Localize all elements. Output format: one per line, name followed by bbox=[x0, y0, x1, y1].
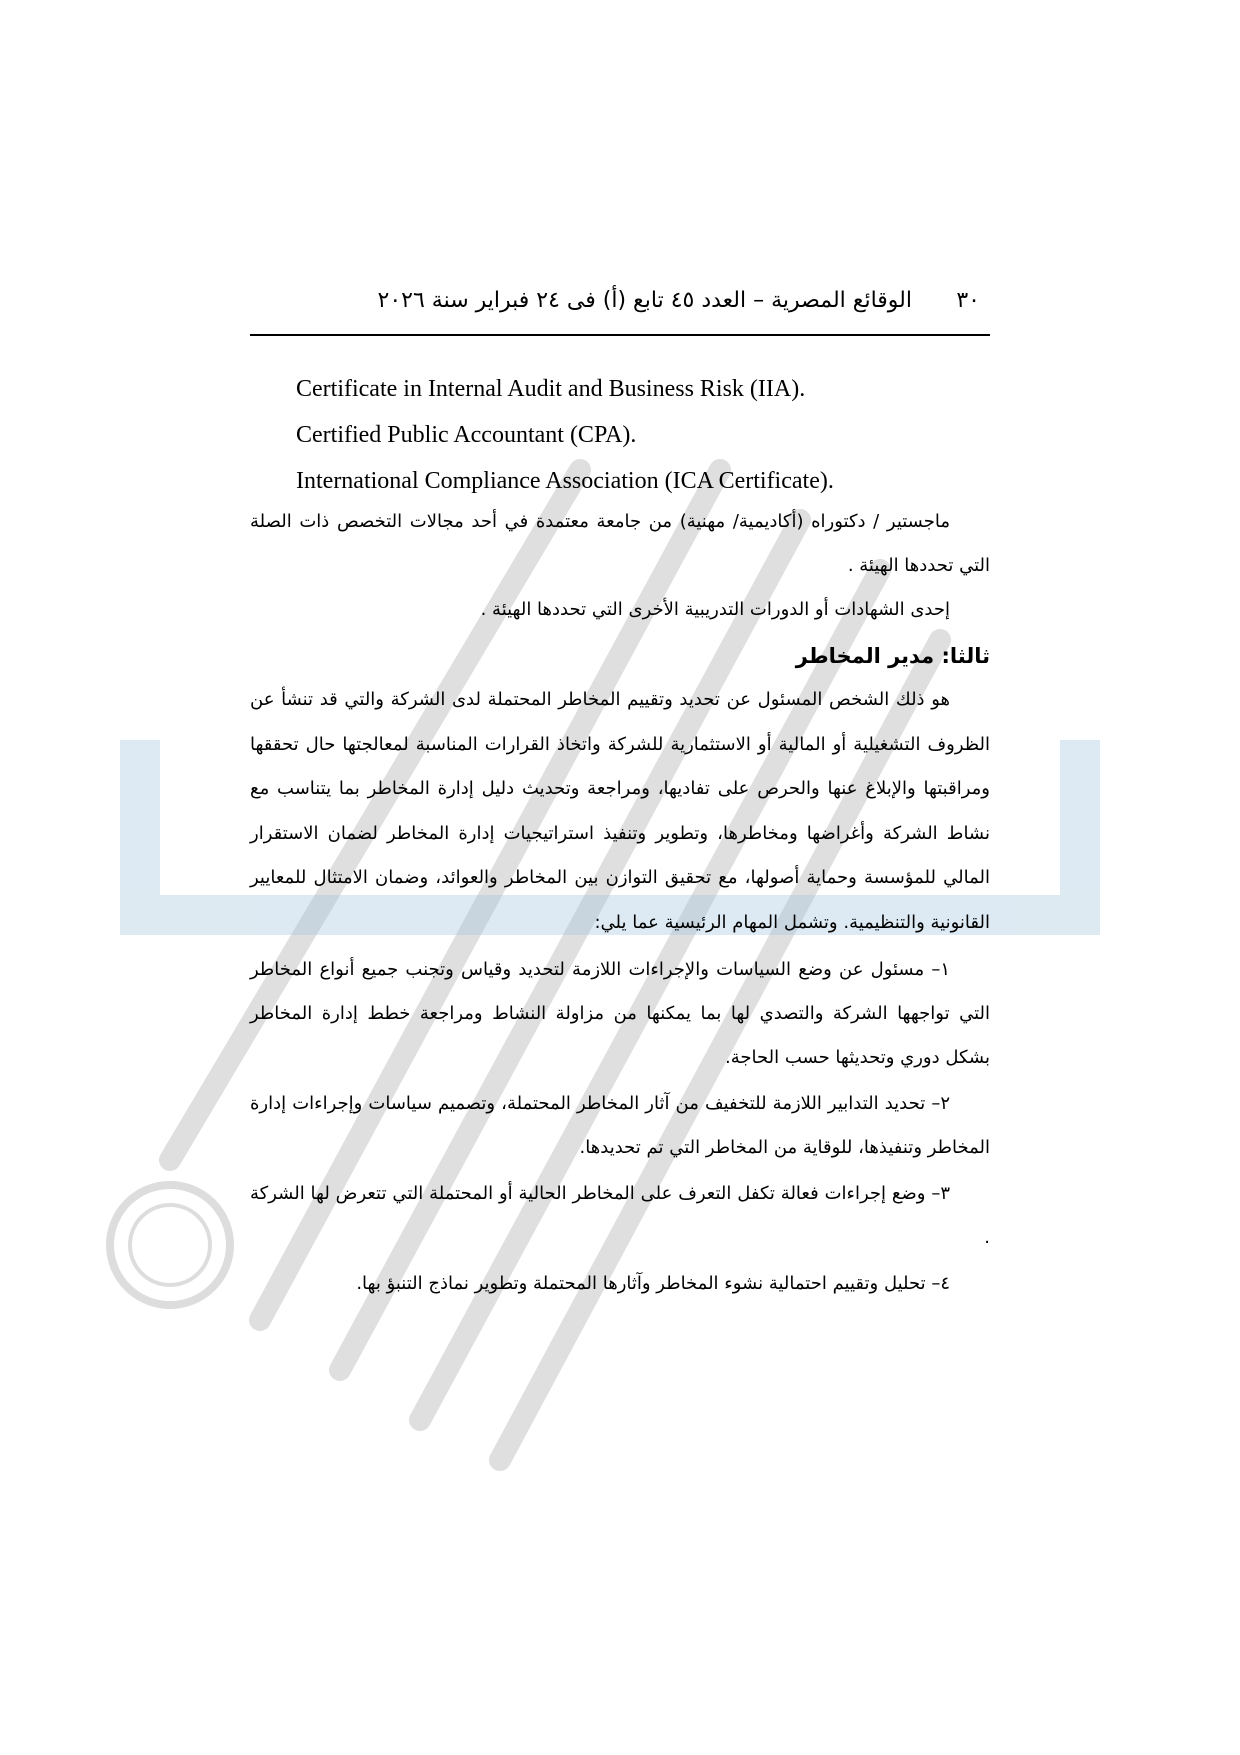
task-item: ٤– تحليل وتقييم احتمالية نشوء المخاطر وآثارها المحتملة وتطوير نماذج التنبؤ بها. bbox=[356, 1272, 950, 1294]
certificate-item: International Compliance Association (ICA Certificate). bbox=[296, 468, 834, 494]
certificate-item: Certificate in Internal Audit and Business Risk (IIA). bbox=[296, 376, 806, 402]
running-title: الوقائع المصرية – العدد ٤٥ تابع (أ) فى ٢٤ فبراير سنة ٢٠٢٦ bbox=[377, 288, 912, 313]
certificate-item: Certified Public Accountant (CPA). bbox=[296, 422, 637, 448]
page-number: ٣٠ bbox=[956, 288, 980, 313]
page-header bbox=[250, 282, 990, 322]
task-item: ١– مسئول عن وضع السياسات والإجراءات اللازمة لتحديد وقياس وتجنب جميع أنواع المخاطر التي تواجهها الشركة والتصدي لها بما يمكنها من مزاولة النشاط ومراجعة خطط إدارة المخاطر بشكل دوري وتحديثها حسب الحاجة. bbox=[250, 958, 990, 1068]
header-rule bbox=[250, 334, 990, 336]
body-text bbox=[250, 500, 990, 1306]
section-title: مدير المخاطر bbox=[795, 644, 935, 668]
section-number: ثالثا: bbox=[941, 644, 990, 668]
task-item: ٢– تحديد التدابير اللازمة للتخفيف من آثار المخاطر المحتملة، وتصميم سياسات وإجراءات إدارة المخاطر وتنفيذها، للوقاية من المخاطر التي تم تحديدها. bbox=[250, 1092, 990, 1158]
section-heading bbox=[250, 636, 990, 676]
certification-paragraph: إحدى الشهادات أو الدورات التدريبية الأخرى التي تحددها الهيئة . bbox=[480, 599, 950, 620]
certificate-list bbox=[296, 366, 996, 504]
qualification-paragraph: ماجستير / دكتوراه (أكاديمية/ مهنية) من جامعة معتمدة في أحد مجالات التخصص ذات الصلة التي تحددها الهيئة . bbox=[250, 511, 990, 576]
task-item: ٣– وضع إجراءات فعالة تكفل التعرف على المخاطر الحالية أو المحتملة التي تتعرض لها الشركة . bbox=[250, 1182, 990, 1248]
definition-paragraph: هو ذلك الشخص المسئول عن تحديد وتقييم المخاطر المحتملة لدى الشركة والتي قد تنشأ عن الظروف التشغيلية أو المالية أو الاستثمارية للشركة واتخاذ القرارات المناسبة لمعالجتها حال تحققها ومراقبتها والإبلاغ عنها والحرص على تفاديها، ومراجعة وتحديث دليل إدارة المخاطر بما يتناسب مع نشاط الشركة وأغراضها ومخاطرها، وتطوير وتنفيذ استراتيجيات إدارة المخاطر لضمان الاستقرار المالي للمؤسسة وحماية أصولها، مع تحقيق التوازن بين المخاطر والعوائد، وضمان الامتثال للمعايير القانونية والتنظيمية. وتشمل المهام الرئيسية عما يلي: bbox=[250, 689, 990, 933]
